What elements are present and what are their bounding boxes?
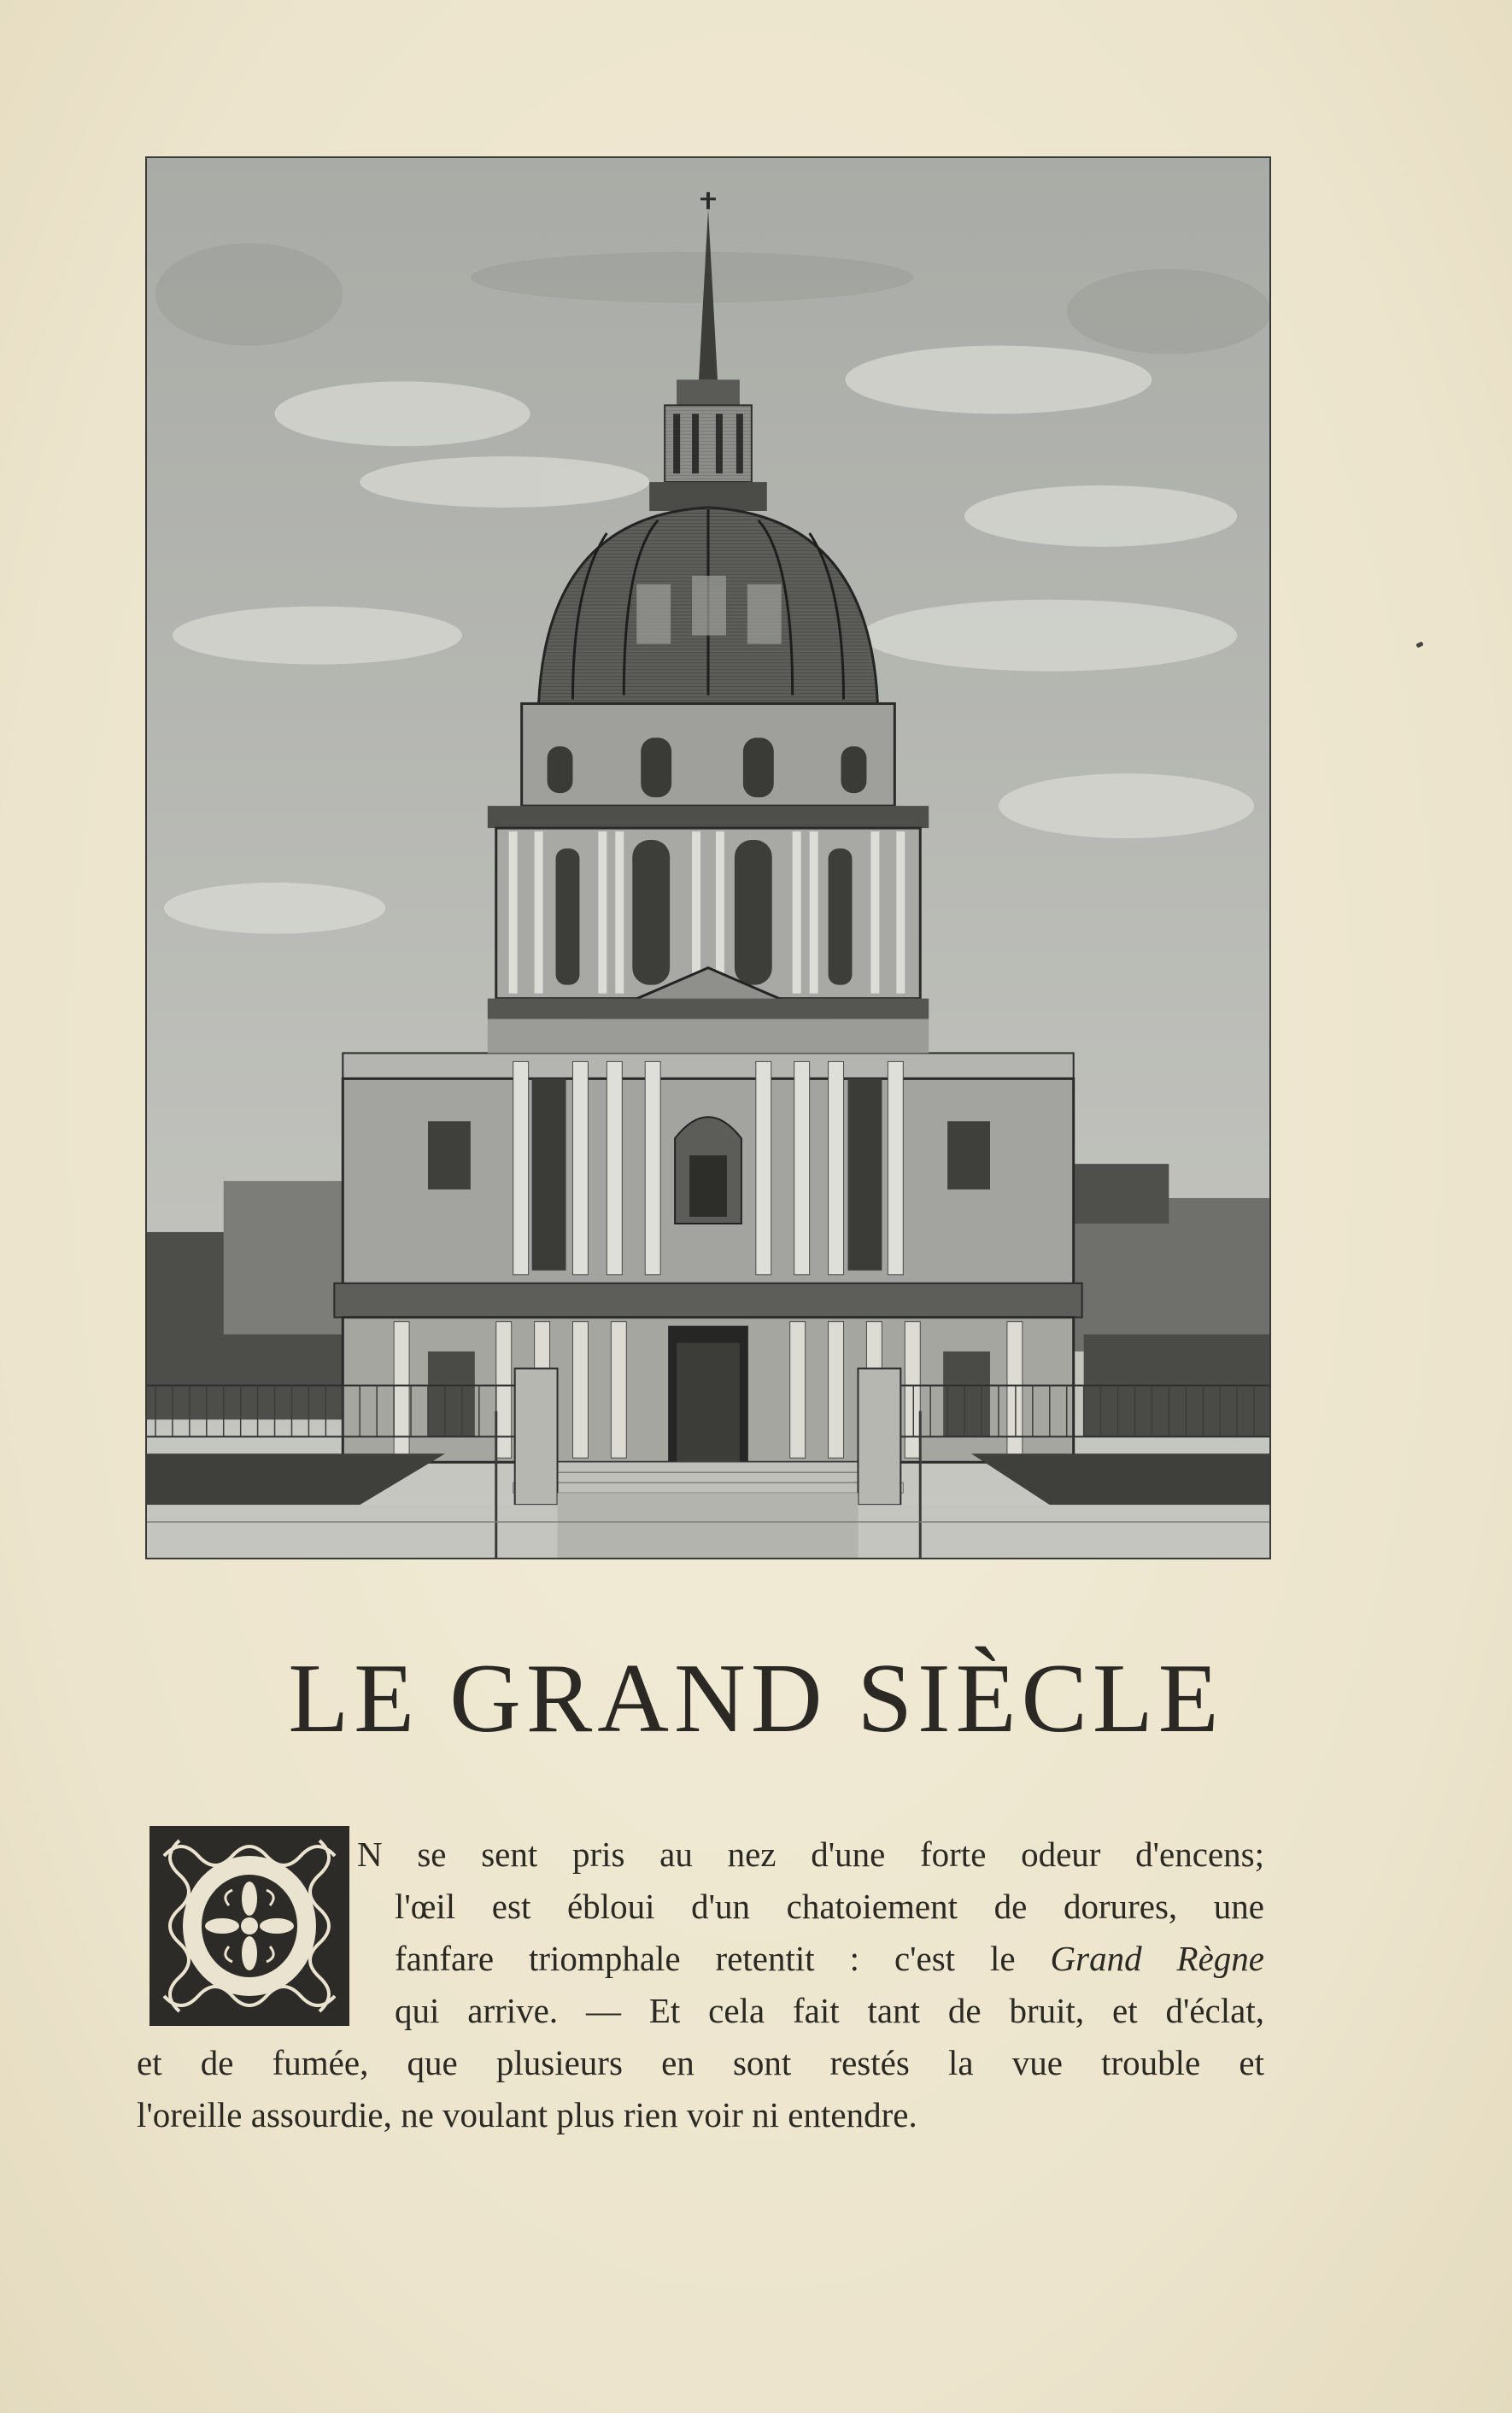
paragraph-line-2: l'œil est ébloui d'un chatoiement de dorures, une — [395, 1887, 1264, 1926]
line-3-text: fanfare triomphale retentit : c'est le — [395, 1939, 1051, 1978]
paragraph-line-1: N se sent pris au nez d'une forte odeur d'encens; — [357, 1835, 1264, 1874]
paragraph-line-3 — [395, 1941, 1264, 1976]
illustration-engraving — [145, 156, 1271, 1559]
decorative-initial-o — [149, 1826, 349, 2026]
ink-speck — [1415, 642, 1423, 649]
italic-grand-regne: Grand Règne — [1050, 1939, 1264, 1978]
chapter-title: LE GRAND SIÈCLE — [288, 1644, 1224, 1753]
paragraph-line-6: l'oreille assourdie, ne voulant plus rien voir ni entendre. — [137, 2095, 917, 2134]
paragraph-line-5: et de fumée, que plusieurs en sont restés la vue trouble et — [137, 2043, 1264, 2082]
ornament-icon — [154, 1830, 345, 2022]
paragraph-line-4: qui arrive. — Et cela fait tant de bruit, et d'éclat, — [395, 1991, 1264, 2030]
dome-church-engraving — [147, 158, 1269, 1558]
